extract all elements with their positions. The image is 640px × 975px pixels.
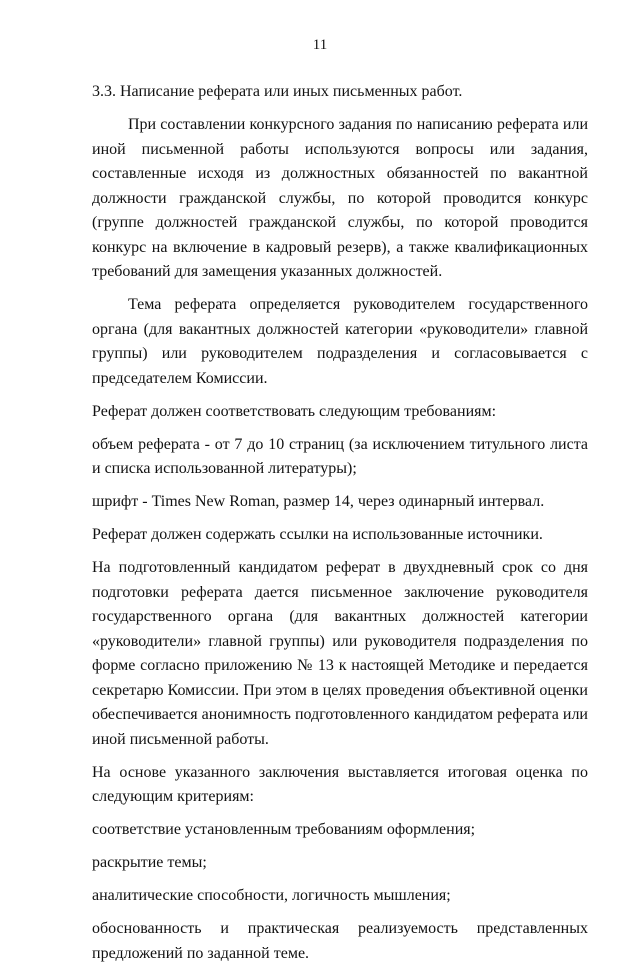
paragraph-topic: Тема реферата определяется руководителем государственного органа (для вакантных должностей категории «руководители» главной группы) или руководителем подразделения и согласовывается с председателем Комиссии. [92, 296, 588, 387]
page-body [92, 80, 588, 975]
criterion-feasibility: обоснованность и практическая реализуемость представленных предложений по заданной теме. [92, 920, 588, 962]
paragraph-review: На подготовленный кандидатом реферат в двухдневный срок со дня подготовки реферата дается письменное заключение руководителя государственного органа (для вакантных должностей категории «руководители» главной группы) или руководителя подразделения по форме согласно приложению № 13 к настоящей Методике и передается секретарю Комиссии. При этом в целях проведения объективной оценки обеспечивается анонимность подготовленного кандидатом реферата или иной письменной работы. [92, 559, 588, 748]
section-heading: 3.3. Написание реферата или иных письменных работ. [92, 83, 463, 100]
page-number: 11 [312, 37, 328, 53]
paragraph-task-composition: При составлении конкурсного задания по написанию реферата или иной письменной работы используются вопросы или задания, составленные исходя из должностных обязанностей по вакантной должности гражданской службы, по которой проводится конкурс (группе должностей гражданской службы, по которой проводится конкурс на включение в кадровый резерв), а также квалификационных требований для замещения указанных должностей. [92, 116, 588, 280]
criterion-formatting: соответствие установленным требованиям оформления; [92, 821, 476, 838]
requirement-volume: объем реферата - от 7 до 10 страниц (за исключением титульного листа и списка использованной литературы); [92, 435, 588, 477]
requirement-font: шрифт - Times New Roman, размер 14, через одинарный интервал. [92, 493, 545, 510]
paragraph-criteria-intro: На основе указанного заключения выставляется итоговая оценка по следующим критериям: [92, 763, 588, 805]
requirement-references: Реферат должен содержать ссылки на использованные источники. [92, 526, 543, 543]
criterion-topic-coverage: раскрытие темы; [92, 854, 207, 871]
paragraph-requirements-intro: Реферат должен соответствовать следующим требованиям: [92, 402, 497, 420]
criterion-analytical-skills: аналитические способности, логичность мышления; [92, 887, 451, 904]
